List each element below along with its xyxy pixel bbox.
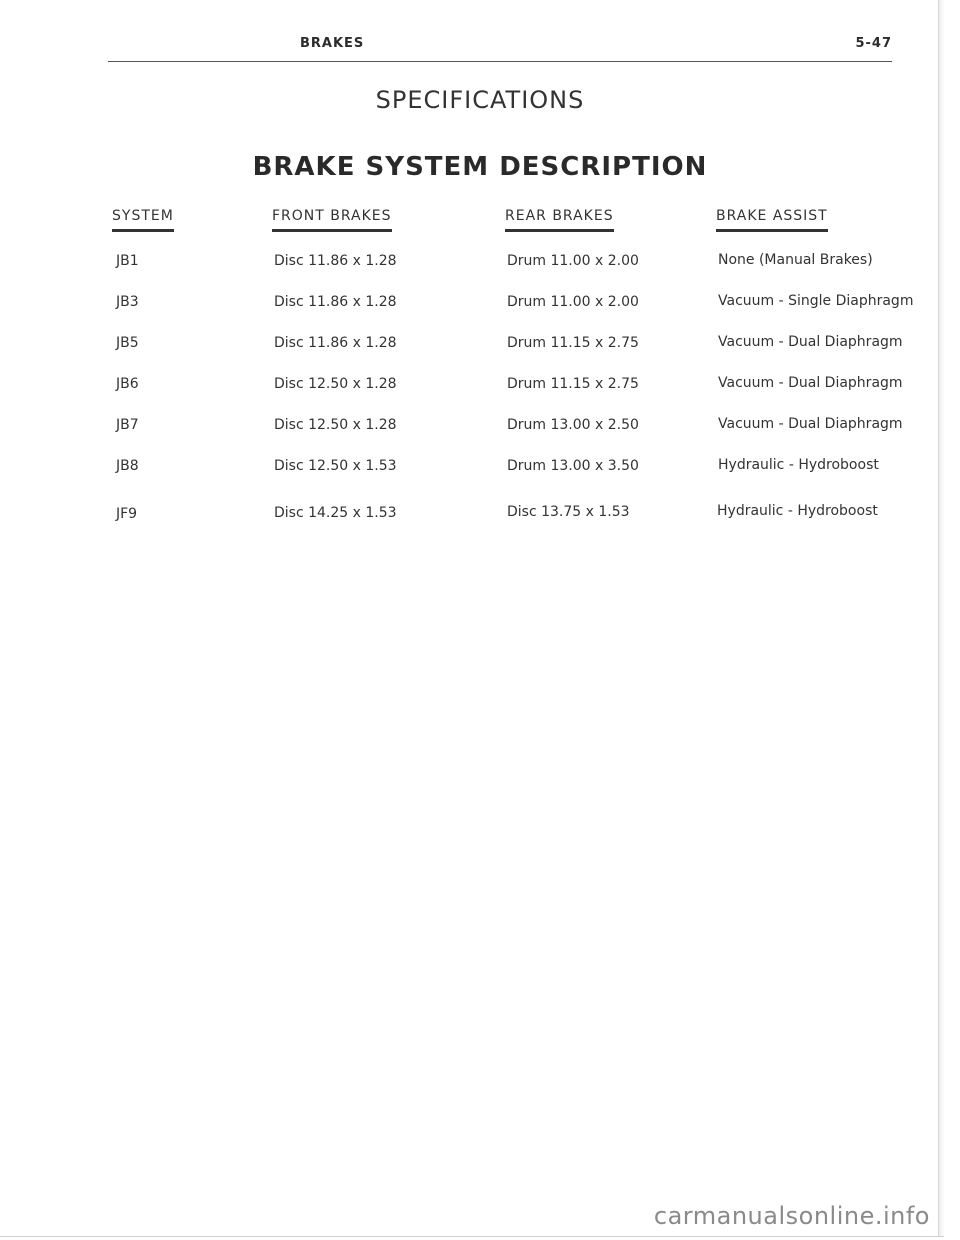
cell-brake-assist: None (Manual Brakes): [718, 252, 873, 268]
header-page-number: 5-47: [855, 36, 892, 51]
page-edge: [938, 0, 945, 1236]
cell-brake-assist: Hydraulic - Hydroboost: [717, 503, 878, 519]
specifications-title: SPECIFICATIONS: [375, 86, 585, 114]
cell-system: JB8: [116, 458, 139, 474]
cell-rear-brakes: Drum 13.00 x 2.50: [507, 417, 639, 433]
cell-rear-brakes: Drum 11.15 x 2.75: [507, 335, 639, 351]
cell-front-brakes: Disc 12.50 x 1.53: [274, 458, 397, 474]
cell-front-brakes: Disc 11.86 x 1.28: [274, 335, 397, 351]
cell-front-brakes: Disc 11.86 x 1.28: [274, 294, 397, 310]
cell-brake-assist: Vacuum - Single Diaphragm: [718, 293, 914, 309]
cell-system: JB5: [116, 335, 139, 351]
header-rule: [108, 61, 892, 62]
cell-rear-brakes: Disc 13.75 x 1.53: [507, 504, 630, 520]
column-header-brake-assist: BRAKE ASSIST: [716, 208, 828, 232]
cell-front-brakes: Disc 14.25 x 1.53: [274, 505, 397, 521]
header-section-title: BRAKES: [300, 36, 365, 51]
cell-system: JB3: [116, 294, 139, 310]
cell-system: JB7: [116, 417, 139, 433]
cell-front-brakes: Disc 12.50 x 1.28: [274, 376, 397, 392]
brake-system-description-title: BRAKE SYSTEM DESCRIPTION: [252, 152, 708, 182]
cell-system: JB6: [116, 376, 139, 392]
column-header-front-brakes: FRONT BRAKES: [272, 208, 392, 232]
cell-brake-assist: Vacuum - Dual Diaphragm: [718, 416, 903, 432]
cell-rear-brakes: Drum 13.00 x 3.50: [507, 458, 639, 474]
cell-rear-brakes: Drum 11.00 x 2.00: [507, 294, 639, 310]
cell-rear-brakes: Drum 11.15 x 2.75: [507, 376, 639, 392]
cell-brake-assist: Vacuum - Dual Diaphragm: [718, 375, 903, 391]
cell-front-brakes: Disc 12.50 x 1.28: [274, 417, 397, 433]
page-bottom-edge: [0, 1236, 944, 1237]
cell-brake-assist: Hydraulic - Hydroboost: [718, 457, 879, 473]
cell-system: JB1: [116, 253, 139, 269]
column-header-rear-brakes: REAR BRAKES: [505, 208, 614, 232]
cell-system: JF9: [116, 506, 138, 522]
column-header-system: SYSTEM: [112, 208, 174, 232]
cell-brake-assist: Vacuum - Dual Diaphragm: [718, 334, 903, 350]
cell-rear-brakes: Drum 11.00 x 2.00: [507, 253, 639, 269]
cell-front-brakes: Disc 11.86 x 1.28: [274, 253, 397, 269]
watermark-site-name: carmanualsonline.info: [653, 1202, 930, 1230]
